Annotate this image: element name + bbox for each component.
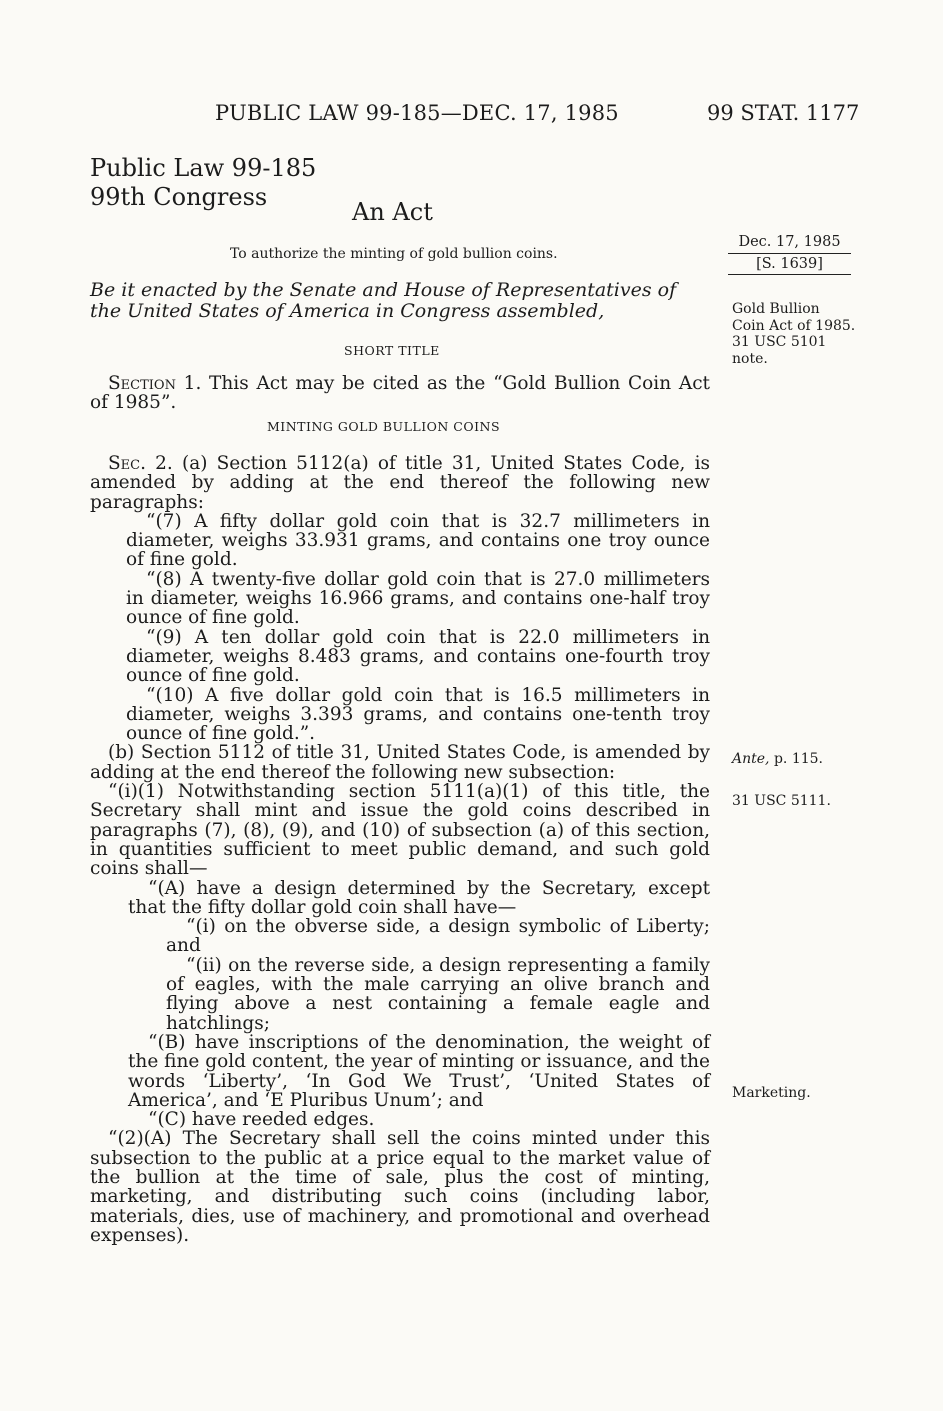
subsection-b: (b) Section 5112 of title 31, United States Code, is amended by adding at the end thereof the following new subsection: bbox=[90, 742, 710, 783]
subsection-2-A: “(2)(A) The Secretary shall sell the coins minted under this subsection to the public at a price equal to the market value of the bullion at the time of sale, plus the cost of minting, marketing, and distributing such coins (including labor, materials, dies, use of machinery, and promotional and overhead expenses). bbox=[90, 1128, 710, 1246]
paragraph-10: “(10) A five dollar gold coin that is 16.5 millimeters in diameter, weighs 3.393 grams, and contains one-tenth troy ounce of fine gold.”. bbox=[126, 684, 710, 745]
section-2 bbox=[90, 454, 710, 1245]
margin-note-line: note. bbox=[732, 350, 768, 367]
ante-label: Ante, bbox=[732, 751, 770, 767]
margin-note-marketing: Marketing. bbox=[732, 1085, 811, 1101]
paragraph-8: “(8) A twenty-five dollar gold coin that is 27.0 millimeters in diameter, weighs 16.966 grams, and contains one-half troy ounce of fine gold. bbox=[126, 568, 710, 629]
section-text: This Act may be cited as the “Gold Bullion Coin Act of 1985”. bbox=[90, 373, 710, 414]
clause-C: “(C) have reeded edges. bbox=[148, 1109, 375, 1131]
act-purpose: To authorize the minting of gold bullion coins. bbox=[230, 246, 558, 262]
clause-B: “(B) have inscriptions of the denomination, the weight of the fine gold content, the year of minting or issuance, and the words ‘Liberty’, ‘In God We Trust’, ‘United States of America’, and ‘E Pluribus Unum’; and bbox=[128, 1031, 711, 1111]
margin-note-short-title bbox=[732, 301, 855, 367]
paragraph-9: “(9) A ten dollar gold coin that is 22.0 millimeters in diameter, weighs 8.483 grams, and contains one-fourth troy ounce of fine gold. bbox=[126, 626, 710, 687]
margin-note-line: Gold Bullion bbox=[732, 301, 820, 317]
section-label: Sec. 2. bbox=[108, 453, 173, 474]
congress-number: 99th Congress bbox=[90, 183, 268, 211]
ante-page: p. 115. bbox=[769, 751, 823, 767]
heading-short-title: SHORT TITLE bbox=[344, 343, 440, 358]
margin-date-block bbox=[728, 233, 851, 275]
section-label: Section 1. bbox=[108, 373, 202, 394]
heading-minting: MINTING GOLD BULLION COINS bbox=[267, 419, 501, 434]
clause-A-ii: “(ii) on the reverse side, a design representing a family of eagles, with the male carrying an olive branch and flying above a nest containing a female eagle and hatchlings; bbox=[166, 954, 710, 1034]
paragraph-7: “(7) A fifty dollar gold coin that is 32.7 millimeters in diameter, weighs 33.931 grams, and contains one troy ounce of fine gold. bbox=[126, 510, 710, 571]
act-title: An Act bbox=[352, 198, 433, 226]
law-identifier bbox=[90, 154, 316, 212]
section-1 bbox=[90, 374, 710, 413]
margin-note-line: Coin Act of 1985. bbox=[732, 317, 856, 334]
bill-number: [S. 1639] bbox=[728, 254, 851, 275]
enacting-clause: Be it enacted by the Senate and House of Representatives of the United States of America in Congress assembled, bbox=[90, 279, 677, 322]
clause-A: “(A) have a design determined by the Secretary, except that the fifty dollar gold coin shall have— bbox=[128, 877, 710, 918]
subsection-i-1: “(i)(1) Notwithstanding section 5111(a)(1) of this title, the Secretary shall mint and issue the gold coins described in paragraphs (7), (8), (9), and (10) of subsection (a) of this section, in quantities sufficient to meet public demand, and such gold coins shall— bbox=[90, 781, 710, 880]
running-head: PUBLIC LAW 99-185—DEC. 17, 1985 bbox=[215, 101, 619, 125]
margin-note-line: 31 USC 5101 bbox=[732, 334, 827, 350]
section-1-paragraph bbox=[90, 374, 710, 413]
section-text: (a) Section 5112(a) of title 31, United States Code, is amended by adding at the end thereof the following new paragraphs: bbox=[90, 453, 710, 513]
public-law-number: Public Law 99-185 bbox=[90, 154, 317, 182]
section-2-intro bbox=[90, 454, 710, 512]
statute-citation: 99 STAT. 1177 bbox=[707, 101, 860, 125]
margin-note-ante bbox=[732, 751, 823, 768]
enactment-date: Dec. 17, 1985 bbox=[728, 233, 851, 254]
margin-note-usc: 31 USC 5111. bbox=[732, 793, 831, 809]
clause-A-i: “(i) on the obverse side, a design symbolic of Liberty; and bbox=[166, 916, 710, 957]
